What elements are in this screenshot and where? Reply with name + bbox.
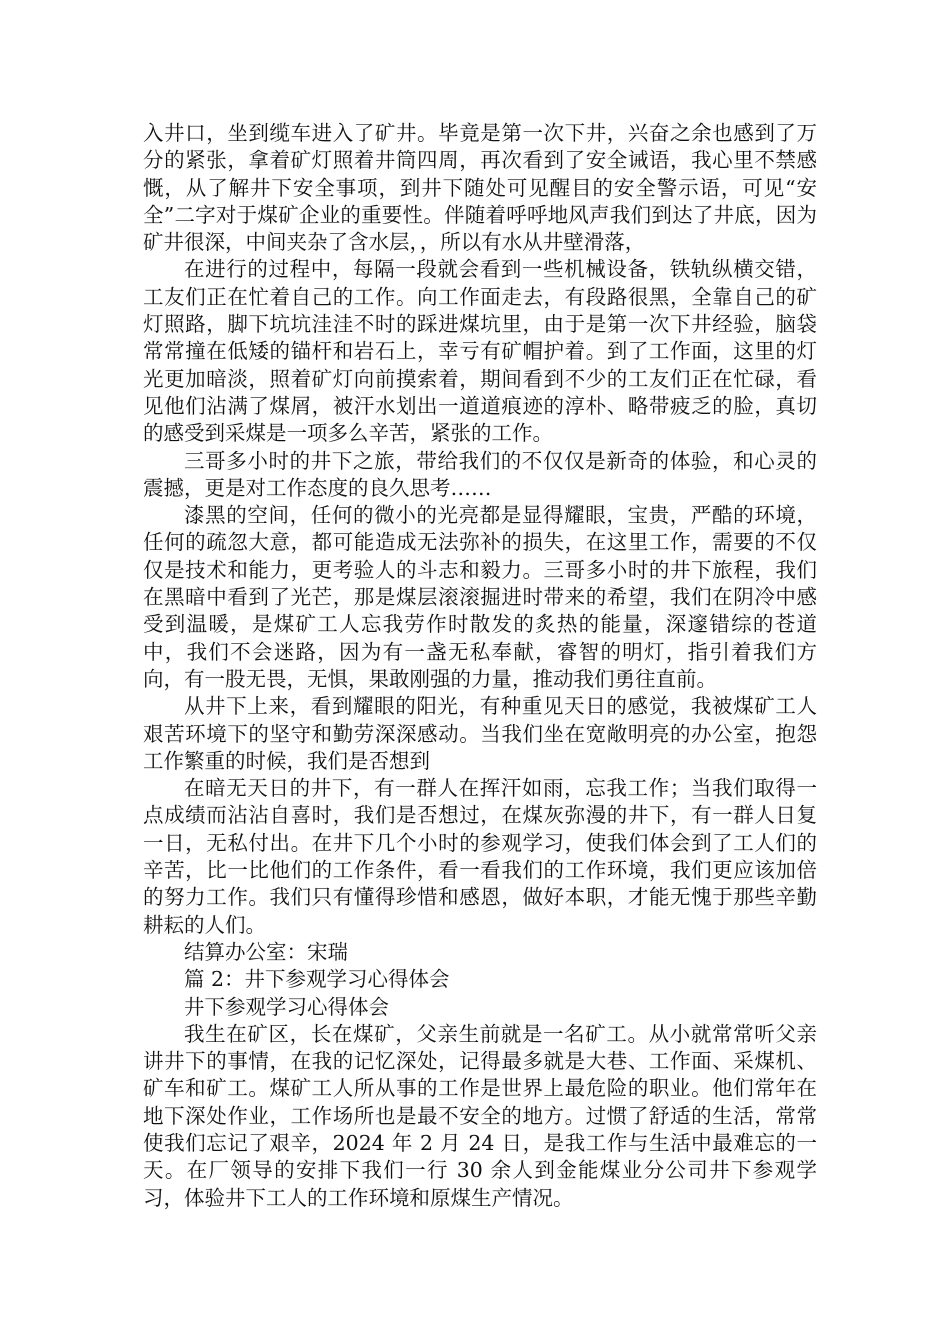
document-body [143, 120, 817, 1212]
paragraph-gratitude: 在暗无天日的井下，有一群人在挥汗如雨，忘我工作；当我们取得一点成绩而沾沾自喜时，我们是否想过，在煤灰弥漫的井下，有一群人日复一日，无私付出。在井下几个小时的参观学习，使我们体会到了工人们的辛苦，比一比他们的工作条件，看一看我们的工作环境，我们更应该加倍的努力工作。我们只有懂得珍惜和感恩，做好本职，才能无愧于那些辛勤耕耘的人们。 [143, 776, 817, 937]
paragraph-reflection-intro: 三哥多小时的井下之旅，带给我们的不仅仅是新奇的体验，和心灵的震撼，更是对工作态度的良久思考…… [143, 448, 817, 500]
paragraph-darkness-light: 漆黑的空间，任何的微小的光亮都是显得耀眼，宝贵，严酷的环境，任何的疏忽大意，都可能造成无法弥补的损失，在这里工作，需要的不仅仅是技术和能力，更考验人的斗志和毅力。三哥多小时的井下旅程，我们在黑暗中看到了光芒，那是煤层滚滚掘进时带来的希望，我们在阴冷中感受到温暖，是煤矿工人忘我劳作时散发的炙热的能量，深邃错综的苍道中，我们不会迷路，因为有一盏无私奉献，睿智的明灯，指引着我们方向，有一股无畏，无惧，果敢刚强的力量，推动我们勇往直前。 [143, 503, 817, 691]
author-signature: 结算办公室：宋瑞 [184, 939, 348, 964]
paragraph-return-surface: 从井下上来，看到耀眼的阳光，有种重见天日的感觉，我被煤矿工人艰苦环境下的坚守和勤劳深深感动。当我们坐在宽敞明亮的办公室，抱怨工作繁重的时候，我们是否想到 [143, 694, 817, 773]
article-title: 井下参观学习心得体会 [184, 994, 389, 1019]
paragraph-underground-walk: 在进行的过程中，每隔一段就会看到一些机械设备，铁轨纵横交错，工友们正在忙着自己的工作。向工作面走去，有段路很黑，全靠自己的矿灯照路，脚下坑坑洼洼不时的踩进煤坑里，由于是第一次下井经验，脑袋常常撞在低矮的锚杆和岩石上，幸亏有矿帽护着。到了工作面，这里的灯光更加暗淡，照着矿灯向前摸索着，期间看到不少的工友们正在忙碌，看见他们沾满了煤屑，被汗水划出一道道痕迹的淳朴、略带疲乏的脸，真切的感受到采煤是一项多么辛苦，紧张的工作。 [143, 257, 817, 446]
paragraph-mine-entry: 入井口，坐到缆车进入了矿井。毕竟是第一次下井，兴奋之余也感到了万分的紧张，拿着矿灯照着井筒四周，再次看到了安全诫语，我心里不禁感慨，从了解井下安全事项，到井下随处可见醒目的安全警示语，可见“安全”二字对于煤矿企业的重要性。伴随着呼呼地风声我们到达了井底，因为矿井很深，中间夹杂了含水层，，所以有水从井壁滑落， [143, 121, 817, 255]
section-heading: 篇 2：井下参观学习心得体会 [184, 967, 450, 992]
paragraph-miner-family: 我生在矿区，长在煤矿，父亲生前就是一名矿工。从小就常常听父亲讲井下的事情，在我的记忆深处，记得最多就是大巷、工作面、采煤机、矿车和矿工。煤矿工人所从事的工作是世界上最危险的职业。他们常年在地下深处作业，工作场所也是最不安全的地方。过惯了舒适的生活，常常使我们忘记了艰辛，2024 年 2 月 24 日，是我工作与生活中最难忘的一天。在厂领导的安排下我们一行 30 余人到金能煤业分公司井下参观学习，体验井下工人的工作环境和原煤生产情况。 [143, 1021, 817, 1210]
